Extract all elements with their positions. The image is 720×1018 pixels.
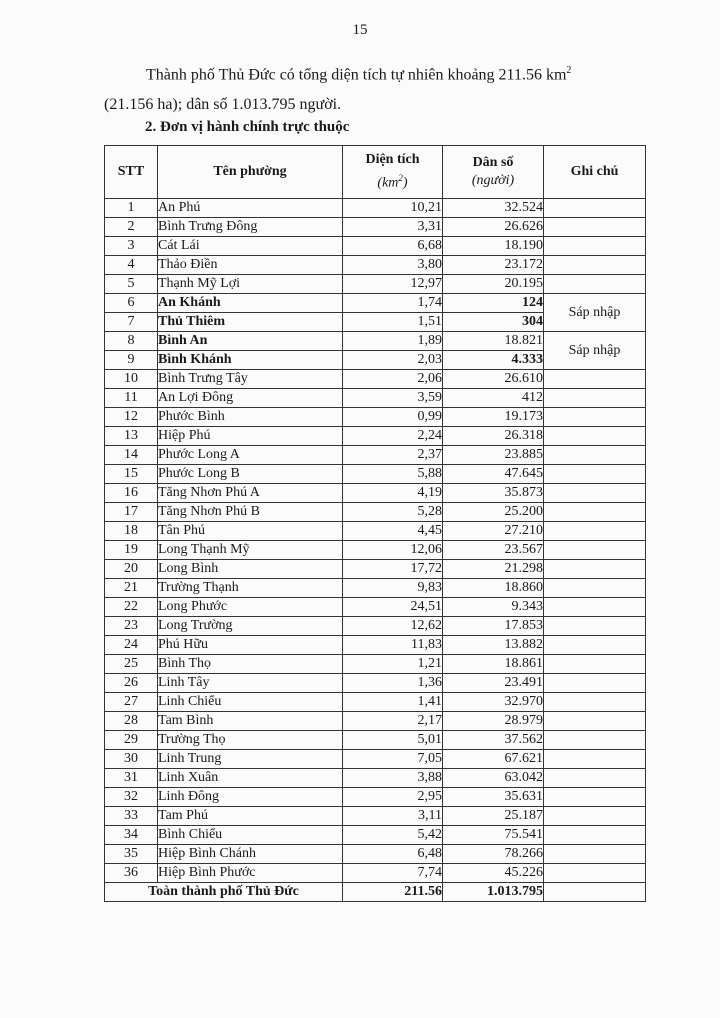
cell-area: 4,45 <box>343 522 443 541</box>
cell-stt: 36 <box>105 864 158 883</box>
section-title: 2. Đơn vị hành chính trực thuộc <box>145 119 350 135</box>
cell-area: 1,21 <box>343 655 443 674</box>
cell-note <box>544 446 646 465</box>
cell-note <box>544 427 646 446</box>
cell-pop: 63.042 <box>443 769 544 788</box>
cell-pop: 13.882 <box>443 636 544 655</box>
cell-pop: 28.979 <box>443 712 544 731</box>
cell-area: 6,48 <box>343 845 443 864</box>
cell-pop: 26.318 <box>443 427 544 446</box>
intro-paragraph <box>104 56 644 120</box>
table-row <box>105 579 646 598</box>
cell-note <box>544 408 646 427</box>
cell-pop: 75.541 <box>443 826 544 845</box>
cell-pop: 25.187 <box>443 807 544 826</box>
intro-line-2: (21.156 ha); dân số 1.013.795 người. <box>104 96 342 114</box>
cell-stt: 16 <box>105 484 158 503</box>
cell-pop: 32.524 <box>443 199 544 218</box>
cell-stt: 1 <box>105 199 158 218</box>
cell-area: 4,19 <box>343 484 443 503</box>
cell-area: 12,97 <box>343 275 443 294</box>
cell-area: 11,83 <box>343 636 443 655</box>
cell-name: An Phú <box>158 199 343 218</box>
total-note <box>544 883 646 902</box>
table-row <box>105 788 646 807</box>
merge-note: Sáp nhập <box>544 294 646 332</box>
cell-stt: 18 <box>105 522 158 541</box>
table-row <box>105 294 646 313</box>
table-row <box>105 864 646 883</box>
cell-note <box>544 769 646 788</box>
cell-stt: 4 <box>105 256 158 275</box>
cell-name: Linh Tây <box>158 674 343 693</box>
cell-pop: 23.172 <box>443 256 544 275</box>
table-row <box>105 712 646 731</box>
cell-name: Linh Chiểu <box>158 693 343 712</box>
merge-note: Sáp nhập <box>544 332 646 370</box>
table-row <box>105 275 646 294</box>
total-area: 211.56 <box>343 883 443 902</box>
cell-note <box>544 275 646 294</box>
cell-name: Trường Thọ <box>158 731 343 750</box>
header-pop-label: Dân số <box>472 155 514 170</box>
table-row <box>105 636 646 655</box>
cell-note <box>544 750 646 769</box>
cell-stt: 33 <box>105 807 158 826</box>
cell-pop: 47.645 <box>443 465 544 484</box>
cell-area: 5,01 <box>343 731 443 750</box>
cell-area: 1,51 <box>343 313 443 332</box>
cell-stt: 31 <box>105 769 158 788</box>
cell-name: Bình Khánh <box>158 351 343 370</box>
cell-area: 12,62 <box>343 617 443 636</box>
cell-note <box>544 864 646 883</box>
cell-stt: 13 <box>105 427 158 446</box>
header-name: Tên phường <box>158 146 343 199</box>
page-number: 15 <box>352 22 368 38</box>
cell-name: Hiệp Bình Chánh <box>158 845 343 864</box>
cell-note <box>544 389 646 408</box>
cell-note <box>544 579 646 598</box>
cell-pop: 18.861 <box>443 655 544 674</box>
table-row <box>105 199 646 218</box>
cell-note <box>544 256 646 275</box>
cell-area: 2,37 <box>343 446 443 465</box>
cell-pop: 27.210 <box>443 522 544 541</box>
cell-pop: 23.885 <box>443 446 544 465</box>
cell-area: 12,06 <box>343 541 443 560</box>
cell-note <box>544 541 646 560</box>
cell-name: Thảo Điền <box>158 256 343 275</box>
cell-pop: 23.567 <box>443 541 544 560</box>
cell-note <box>544 731 646 750</box>
header-stt: STT <box>105 146 158 199</box>
cell-area: 3,80 <box>343 256 443 275</box>
wards-table <box>104 145 646 902</box>
cell-name: Thạnh Mỹ Lợi <box>158 275 343 294</box>
cell-pop: 32.970 <box>443 693 544 712</box>
table-row <box>105 332 646 351</box>
cell-area: 2,17 <box>343 712 443 731</box>
cell-name: Long Phước <box>158 598 343 617</box>
cell-pop: 18.821 <box>443 332 544 351</box>
cell-note <box>544 845 646 864</box>
cell-pop: 78.266 <box>443 845 544 864</box>
header-pop-unit: (người) <box>471 173 515 188</box>
table-row <box>105 389 646 408</box>
table-row <box>105 598 646 617</box>
cell-pop: 37.562 <box>443 731 544 750</box>
intro-superscript: 2 <box>566 65 572 76</box>
cell-name: Tam Phú <box>158 807 343 826</box>
header-area-label: Diện tích <box>365 152 420 168</box>
cell-area: 7,74 <box>343 864 443 883</box>
table-row <box>105 617 646 636</box>
table-header-row <box>105 146 646 199</box>
table-row <box>105 750 646 769</box>
cell-pop: 20.195 <box>443 275 544 294</box>
cell-pop: 35.631 <box>443 788 544 807</box>
cell-name: An Khánh <box>158 294 343 313</box>
cell-pop: 35.873 <box>443 484 544 503</box>
table-row <box>105 446 646 465</box>
cell-note <box>544 674 646 693</box>
table-row <box>105 826 646 845</box>
cell-area: 3,59 <box>343 389 443 408</box>
table-row <box>105 845 646 864</box>
cell-name: Linh Trung <box>158 750 343 769</box>
cell-stt: 9 <box>105 351 158 370</box>
cell-note <box>544 655 646 674</box>
cell-stt: 8 <box>105 332 158 351</box>
cell-note <box>544 598 646 617</box>
cell-note <box>544 788 646 807</box>
cell-pop: 19.173 <box>443 408 544 427</box>
cell-name: Long Thạnh Mỹ <box>158 541 343 560</box>
total-pop: 1.013.795 <box>443 883 544 902</box>
cell-name: Tam Bình <box>158 712 343 731</box>
cell-pop: 304 <box>443 313 544 332</box>
cell-area: 7,05 <box>343 750 443 769</box>
cell-name: Tân Phú <box>158 522 343 541</box>
cell-area: 6,68 <box>343 237 443 256</box>
cell-note <box>544 370 646 389</box>
cell-pop: 9.343 <box>443 598 544 617</box>
cell-stt: 17 <box>105 503 158 522</box>
cell-note <box>544 693 646 712</box>
cell-area: 2,06 <box>343 370 443 389</box>
cell-pop: 18.190 <box>443 237 544 256</box>
header-area-unit: $(km^2)$ <box>377 173 408 191</box>
cell-pop: 412 <box>443 389 544 408</box>
cell-name: Linh Xuân <box>158 769 343 788</box>
table-row <box>105 237 646 256</box>
cell-stt: 14 <box>105 446 158 465</box>
cell-name: Linh Đông <box>158 788 343 807</box>
table-row <box>105 674 646 693</box>
cell-stt: 11 <box>105 389 158 408</box>
cell-stt: 35 <box>105 845 158 864</box>
cell-name: Trường Thạnh <box>158 579 343 598</box>
cell-area: 5,88 <box>343 465 443 484</box>
table-row <box>105 541 646 560</box>
cell-pop: 25.200 <box>443 503 544 522</box>
cell-area: 17,72 <box>343 560 443 579</box>
cell-name: Long Trường <box>158 617 343 636</box>
cell-stt: 22 <box>105 598 158 617</box>
cell-note <box>544 560 646 579</box>
table-row <box>105 370 646 389</box>
intro-text-1: Thành phố Thủ Đức có tổng diện tích tự nhiên khoảng 211.56 km <box>146 66 567 84</box>
cell-note <box>544 465 646 484</box>
header-area <box>343 146 443 199</box>
cell-pop: 4.333 <box>443 351 544 370</box>
table-total-row <box>105 883 646 902</box>
cell-area: 5,28 <box>343 503 443 522</box>
cell-pop: 18.860 <box>443 579 544 598</box>
cell-name: An Lợi Đông <box>158 389 343 408</box>
table-row <box>105 256 646 275</box>
table-row <box>105 484 646 503</box>
header-note: Ghi chú <box>544 146 646 199</box>
table-row <box>105 560 646 579</box>
cell-area: 3,88 <box>343 769 443 788</box>
cell-name: Phước Long B <box>158 465 343 484</box>
cell-note <box>544 712 646 731</box>
table-row <box>105 408 646 427</box>
table-row <box>105 427 646 446</box>
cell-stt: 2 <box>105 218 158 237</box>
cell-area: 3,31 <box>343 218 443 237</box>
cell-stt: 19 <box>105 541 158 560</box>
cell-area: 2,95 <box>343 788 443 807</box>
cell-name: Tăng Nhơn Phú A <box>158 484 343 503</box>
cell-note <box>544 807 646 826</box>
cell-name: Hiệp Phú <box>158 427 343 446</box>
cell-note <box>544 199 646 218</box>
cell-area: 10,21 <box>343 199 443 218</box>
cell-area: 2,24 <box>343 427 443 446</box>
cell-name: Bình An <box>158 332 343 351</box>
table-row <box>105 731 646 750</box>
cell-area: 1,74 <box>343 294 443 313</box>
cell-stt: 3 <box>105 237 158 256</box>
cell-stt: 6 <box>105 294 158 313</box>
cell-area: 3,11 <box>343 807 443 826</box>
cell-stt: 7 <box>105 313 158 332</box>
cell-area: 1,41 <box>343 693 443 712</box>
cell-name: Bình Thọ <box>158 655 343 674</box>
cell-pop: 124 <box>443 294 544 313</box>
cell-name: Bình Trưng Tây <box>158 370 343 389</box>
cell-stt: 20 <box>105 560 158 579</box>
cell-stt: 34 <box>105 826 158 845</box>
cell-stt: 28 <box>105 712 158 731</box>
cell-name: Tăng Nhơn Phú B <box>158 503 343 522</box>
cell-stt: 23 <box>105 617 158 636</box>
cell-name: Cát Lái <box>158 237 343 256</box>
cell-note <box>544 617 646 636</box>
cell-stt: 15 <box>105 465 158 484</box>
cell-area: 9,83 <box>343 579 443 598</box>
cell-name: Phú Hữu <box>158 636 343 655</box>
intro-line-1 <box>104 56 644 90</box>
cell-name: Long Bình <box>158 560 343 579</box>
cell-note <box>544 636 646 655</box>
cell-note <box>544 237 646 256</box>
table-row <box>105 807 646 826</box>
cell-pop: 26.610 <box>443 370 544 389</box>
cell-stt: 32 <box>105 788 158 807</box>
cell-stt: 27 <box>105 693 158 712</box>
cell-stt: 26 <box>105 674 158 693</box>
cell-pop: 45.226 <box>443 864 544 883</box>
cell-area: 1,89 <box>343 332 443 351</box>
total-label: Toàn thành phố Thủ Đức <box>105 883 343 902</box>
table-row <box>105 522 646 541</box>
cell-area: 1,36 <box>343 674 443 693</box>
cell-pop: 21.298 <box>443 560 544 579</box>
cell-note <box>544 218 646 237</box>
cell-area: 2,03 <box>343 351 443 370</box>
cell-note <box>544 522 646 541</box>
cell-stt: 30 <box>105 750 158 769</box>
cell-stt: 25 <box>105 655 158 674</box>
cell-pop: 17.853 <box>443 617 544 636</box>
cell-stt: 5 <box>105 275 158 294</box>
cell-area: 24,51 <box>343 598 443 617</box>
cell-note <box>544 826 646 845</box>
cell-stt: 12 <box>105 408 158 427</box>
table-row <box>105 503 646 522</box>
cell-pop: 23.491 <box>443 674 544 693</box>
cell-note <box>544 484 646 503</box>
cell-name: Thủ Thiêm <box>158 313 343 332</box>
cell-stt: 10 <box>105 370 158 389</box>
table-row <box>105 465 646 484</box>
cell-name: Phước Long A <box>158 446 343 465</box>
cell-name: Bình Chiểu <box>158 826 343 845</box>
cell-area: 0,99 <box>343 408 443 427</box>
cell-note <box>544 503 646 522</box>
cell-stt: 29 <box>105 731 158 750</box>
cell-name: Bình Trưng Đông <box>158 218 343 237</box>
header-pop <box>443 146 544 199</box>
cell-stt: 24 <box>105 636 158 655</box>
table-row <box>105 218 646 237</box>
cell-pop: 26.626 <box>443 218 544 237</box>
table-row <box>105 655 646 674</box>
cell-area: 5,42 <box>343 826 443 845</box>
table-row <box>105 693 646 712</box>
table-row <box>105 769 646 788</box>
cell-name: Phước Bình <box>158 408 343 427</box>
cell-name: Hiệp Bình Phước <box>158 864 343 883</box>
cell-stt: 21 <box>105 579 158 598</box>
cell-pop: 67.621 <box>443 750 544 769</box>
